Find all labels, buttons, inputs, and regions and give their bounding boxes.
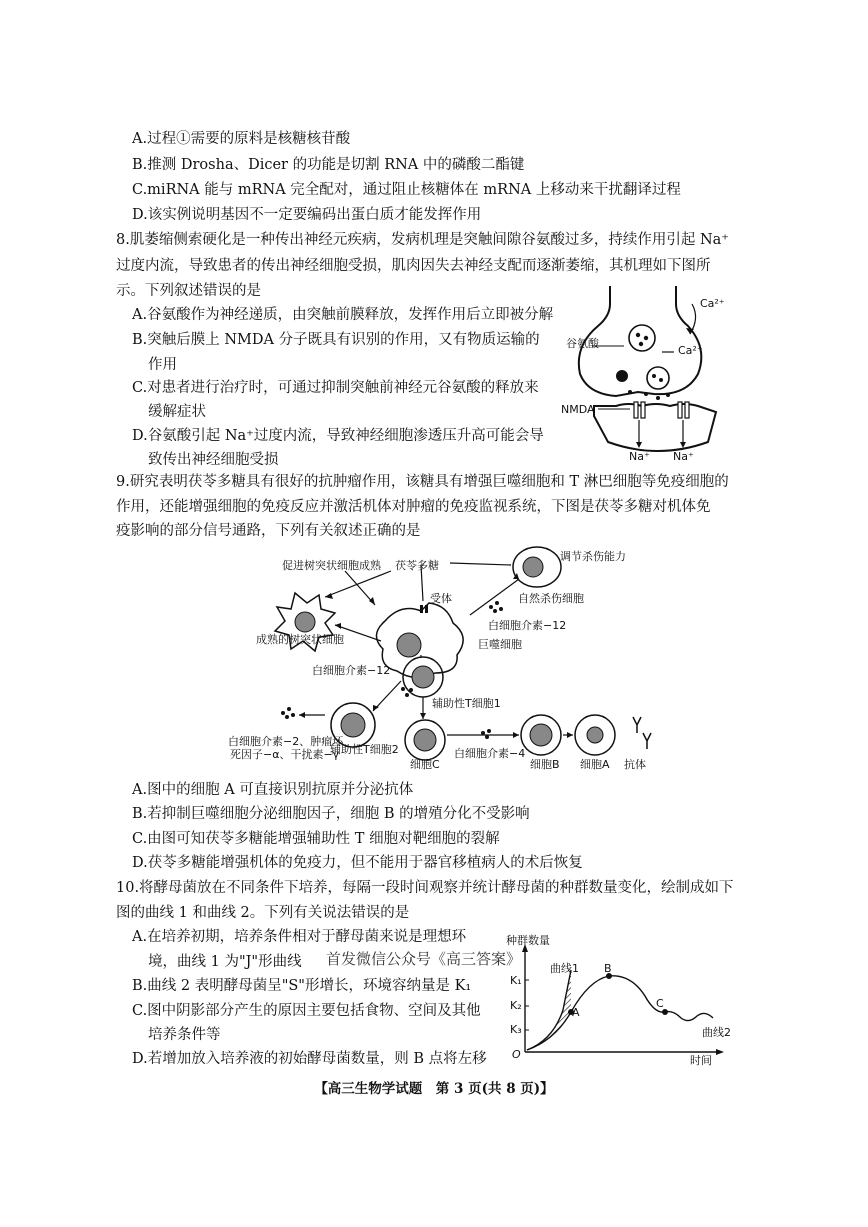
page-footer: 【高三生物学试题 第 3 页(共 8 页)】 [314, 1081, 554, 1097]
q8-option-b2: 作用 [148, 357, 177, 373]
q9-option-a: A.图中的细胞 A 可直接识别抗原并分泌抗体 [132, 782, 414, 798]
label-nk-ability: 调节杀伤能力 [560, 550, 626, 563]
q9-option-d: D.茯苓多糖能增强机体的免疫力，但不能用于器官移植病人的术后恢复 [132, 855, 583, 871]
synapse-na-label-1: Na⁺ [629, 450, 650, 463]
label-th2: 辅助性T细胞2 [330, 743, 399, 756]
chart-origin: O [512, 1048, 521, 1061]
synapse-ca-label-1: Ca²⁺ [700, 297, 725, 310]
chart-k2: K₂ [510, 999, 522, 1012]
q7-option-a: A.过程①需要的原料是核糖核苷酸 [132, 131, 351, 147]
q10-option-c1: C.图中阴影部分产生的原因主要包括食物、空间及其他 [132, 1003, 481, 1019]
q9-stem-2: 作用，还能增强细胞的免疫反应并激活机体对肿瘤的免疫监视系统，下图是茯苓多糖对机体免 [116, 499, 711, 515]
label-mature-dc: 成熟的树突状细胞 [256, 633, 344, 646]
q10-stem-2: 图的曲线 1 和曲线 2。下列有关说法错误的是 [116, 905, 410, 921]
q8-option-b1: B.突触后膜上 NMDA 分子既具有识别的作用，又有物质运输的 [132, 332, 540, 348]
chart-point-c-label: C [656, 997, 664, 1010]
label-nk-cell: 自然杀伤细胞 [518, 592, 584, 605]
q10-option-d: D.若增加放入培养液的初始酵母菌数量，则 B 点将左移 [132, 1051, 487, 1067]
q10-option-b: B.曲线 2 表明酵母菌呈"S"形增长，环境容纳量是 K₁ [132, 978, 472, 994]
q8-stem-1: 8.肌萎缩侧索硬化是一种传出神经元疾病，发病机理是突触间隙谷氨酸过多，持续作用引起 Na⁺ [116, 232, 729, 248]
label-cell-a: 细胞A [580, 758, 610, 771]
label-macrophage: 巨噬细胞 [478, 638, 522, 651]
q8-option-d1: D.谷氨酸引起 Na⁺过度内流，导致神经细胞渗透压升高可能会导 [132, 428, 544, 444]
q9-option-c: C.由图可知茯苓多糖能增强辅助性 T 细胞对靶细胞的裂解 [132, 831, 500, 847]
label-promote-dc: 促进树突状细胞成熟 [282, 559, 381, 572]
label-fuling-polysaccharide: 茯苓多糖 [395, 559, 439, 572]
label-il12-b: 白细胞介素−12 [312, 664, 391, 677]
q9-option-b: B.若抑制巨噬细胞分泌细胞因子，细胞 B 的增殖分化不受影响 [132, 806, 530, 822]
label-receptor: 受体 [430, 592, 452, 605]
population-chart [505, 940, 735, 1065]
curve-2-line [527, 976, 713, 1050]
chart-ylabel: 种群数量 [506, 934, 550, 947]
q7-option-c: C.miRNA 能与 mRNA 完全配对，通过阻止核糖体在 mRNA 上移动来干扰翻译过程 [132, 182, 681, 198]
q8-option-c1: C.对患者进行治疗时，可通过抑制突触前神经元谷氨酸的释放来 [132, 380, 539, 396]
watermark: 首发微信公众号《高三答案》 [326, 950, 522, 968]
q9-stem-1: 9.研究表明茯苓多糖具有很好的抗肿瘤作用，该糖具有增强巨噬细胞和 T 淋巴细胞等免疫细胞的 [116, 474, 729, 490]
q8-option-a: A.谷氨酸作为神经递质，由突触前膜释放，发挥作用后立即被分解 [132, 307, 554, 323]
q8-option-c2: 缓解症状 [148, 404, 206, 420]
q10-option-c2: 培养条件等 [148, 1027, 221, 1043]
q8-stem-3: 示。下列叙述错误的是 [116, 283, 261, 299]
label-il2-line2: 死因子−α、干扰素−γ [230, 748, 340, 761]
synapse-ca-label-2: Ca²⁺ [678, 344, 703, 357]
label-il12-a: 白细胞介素−12 [488, 619, 567, 632]
synapse-na-label-2: Na⁺ [673, 450, 694, 463]
chart-xlabel: 时间 [690, 1054, 712, 1067]
synapse-figure [558, 282, 748, 472]
chart-point-a-label: A [572, 1006, 580, 1019]
q8-option-d2: 致传出神经细胞受损 [148, 452, 279, 468]
q7-option-b: B.推测 Drosha、Dicer 的功能是切割 RNA 中的磷酸二酯键 [132, 157, 525, 173]
label-il4: 白细胞介素−4 [454, 747, 526, 760]
q9-stem-3: 疫影响的部分信号通路，下列有关叙述正确的是 [116, 523, 421, 539]
label-il2-line1: 白细胞介素−2、肿瘤坏 [228, 735, 344, 748]
chart-point-b-label: B [604, 962, 612, 975]
label-th1: 辅助性T细胞1 [432, 697, 501, 710]
q8-stem-2: 过度内流，导致患者的传出神经细胞受损，肌肉因失去神经支配而逐渐萎缩，其机理如下图所 [116, 258, 711, 274]
label-cell-c: 细胞C [410, 758, 440, 771]
synapse-glutamate-label: 谷氨酸 [566, 337, 599, 350]
q10-stem-1: 10.将酵母菌放在不同条件下培养，每隔一段时间观察并统计酵母菌的种群数量变化，绘制成如下 [116, 880, 734, 896]
chart-curve2-label: 曲线2 [702, 1026, 731, 1039]
q10-option-a2: 境，曲线 1 为"J"形曲线 [148, 954, 302, 970]
q10-option-a1: A.在培养初期，培养条件相对于酵母菌来说是理想环 [132, 929, 467, 945]
chart-k1: K₁ [510, 974, 522, 987]
chart-k3: K₃ [510, 1023, 522, 1036]
chart-curve1-label: 曲线1 [550, 962, 579, 975]
q7-option-d: D.该实例说明基因不一定要编码出蛋白质才能发挥作用 [132, 207, 482, 223]
label-cell-b: 细胞B [530, 758, 560, 771]
synapse-nmda-label: NMDA [561, 403, 595, 416]
label-antibody: 抗体 [624, 758, 646, 771]
